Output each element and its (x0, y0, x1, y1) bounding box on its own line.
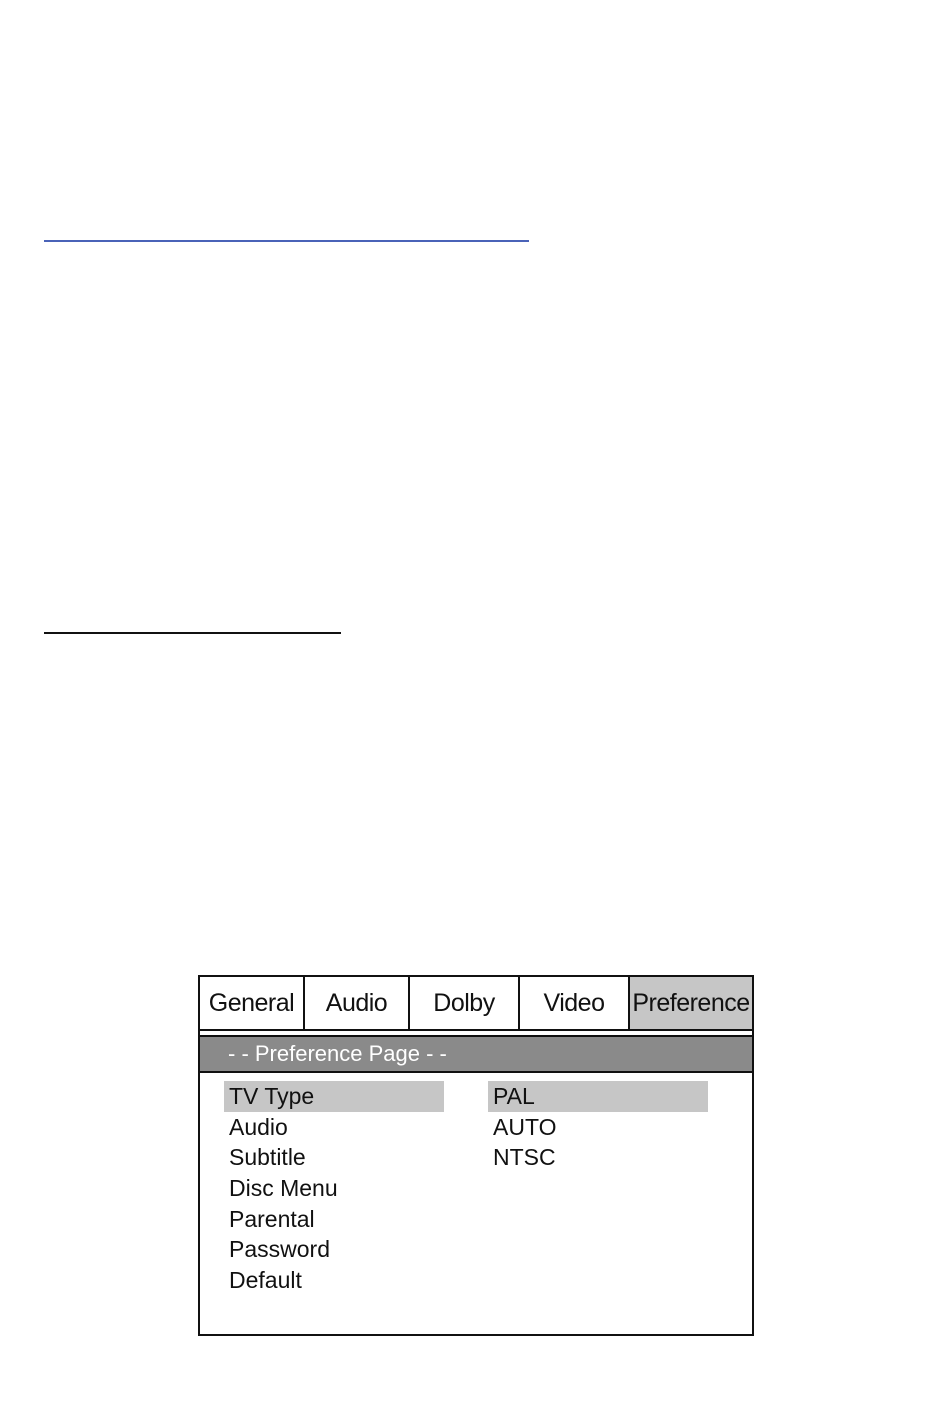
setting-default[interactable]: Default (229, 1267, 302, 1294)
setting-parental[interactable]: Parental (229, 1205, 315, 1232)
tab-dolby[interactable]: Dolby (410, 977, 520, 1029)
menu-body (200, 1073, 752, 1335)
link-underline-rule (44, 240, 529, 242)
option-auto[interactable]: AUTO (493, 1113, 557, 1140)
setup-menu-window (198, 975, 754, 1336)
option-pal[interactable]: PAL (488, 1081, 708, 1112)
options-list (488, 1081, 708, 1173)
setting-tv-type[interactable]: TV Type (224, 1081, 444, 1112)
tab-audio[interactable]: Audio (305, 977, 410, 1029)
setting-subtitle[interactable]: Subtitle (229, 1144, 306, 1171)
tab-preference[interactable]: Preference (630, 977, 752, 1029)
setting-audio[interactable]: Audio (229, 1113, 288, 1140)
tab-video[interactable]: Video (520, 977, 630, 1029)
section-underline-rule (44, 632, 341, 634)
option-ntsc[interactable]: NTSC (493, 1144, 556, 1171)
setting-password[interactable]: Password (229, 1236, 330, 1263)
settings-list (224, 1081, 444, 1296)
tab-general[interactable]: General (200, 977, 305, 1029)
page-title: - - Preference Page - - (200, 1037, 752, 1073)
menu-tab-bar (200, 977, 752, 1031)
setting-disc-menu[interactable]: Disc Menu (229, 1175, 338, 1202)
